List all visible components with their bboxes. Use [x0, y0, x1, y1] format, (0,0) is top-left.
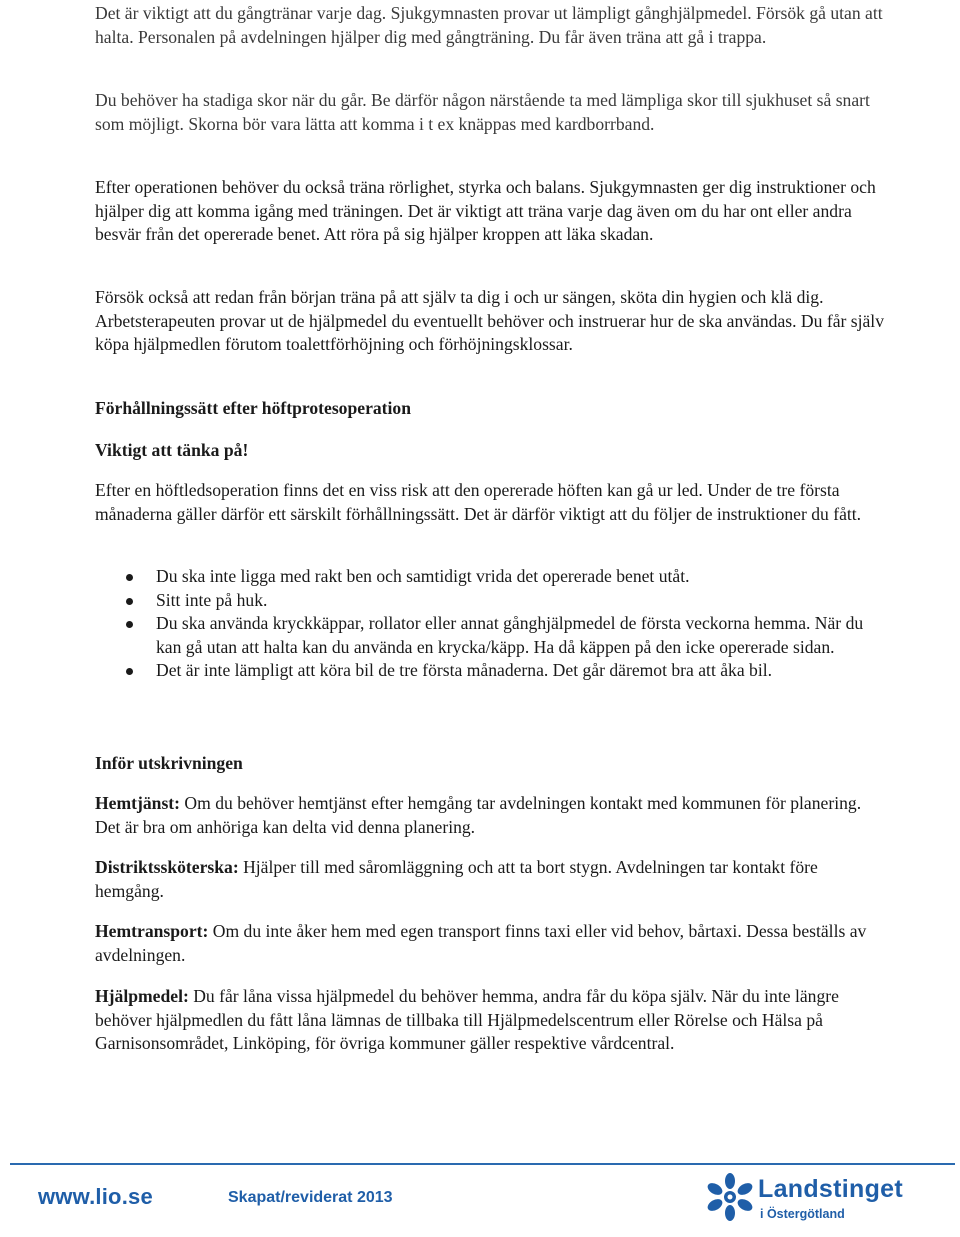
- list-item: Det är inte lämpligt att köra bil de tre första månaderna. Det går däremot bra att åka bil.: [95, 659, 885, 683]
- logo-subtitle: i Östergötland: [760, 1207, 845, 1221]
- heading-hip-precautions: Förhållningssätt efter höftprotesoperation: [95, 398, 412, 418]
- logo-wordmark: Landstinget: [758, 1175, 903, 1203]
- paragraph-home-care: Hemtjänst: Om du behöver hemtjänst efter hemgång tar avdelningen kontakt med kommunen för planering. Det är bra om anhöriga kan delta vid denna planering.: [95, 793, 862, 837]
- term-label: Hjälpmedel:: [95, 986, 189, 1006]
- heading-discharge: Inför utskrivningen: [95, 753, 243, 773]
- paragraph-self-care: Försök också att redan från början träna på att själv ta dig i och ur sängen, sköta din hygien och klä dig. Arbetsterapeuten provar ut de hjälpmedel du eventuellt behöver och instruerar hur de ska användas. Du får själv köpa hjälpmedlen förutom toalettförhöjning och förhöjningsklossar.: [95, 287, 884, 354]
- heading-important: Viktigt att tänka på!: [95, 440, 249, 460]
- footer-website-link[interactable]: www.lio.se: [38, 1184, 153, 1209]
- paragraph-district-nurse: Distriktssköterska: Hjälper till med såromläggning och att ta bort stygn. Avdelningen tar kontakt före hemgång.: [95, 857, 818, 901]
- precautions-list: [95, 565, 885, 683]
- paragraph-transport: Hemtransport: Om du inte åker hem med egen transport finns taxi eller vid behov, bårtaxi. Dessa beställs av avdelningen.: [95, 921, 867, 965]
- paragraph-dislocation-risk: Efter en höftledsoperation finns det en viss risk att den opererade höften kan gå ur led. Under de tre första månaderna gäller därför ett särskilt förhållningssätt. Det är därför viktigt att du följer de instruktioner du fått.: [95, 480, 862, 524]
- list-item: Du ska använda kryckkäppar, rollator eller annat gånghjälpmedel de första veckorna hemma. När du kan gå utan att halta kan du använda en krycka/käpp. Ha då käppen på den icke opererade sidan.: [95, 612, 885, 659]
- bullet-icon: [126, 621, 133, 628]
- list-item: Du ska inte ligga med rakt ben och samtidigt vrida det opererade benet utåt.: [95, 565, 885, 589]
- list-item: Sitt inte på huk.: [95, 589, 885, 613]
- landstinget-emblem-icon: [706, 1172, 754, 1222]
- paragraph-gait-training: Det är viktigt att du gångtränar varje dag. Sjukgymnasten provar ut lämpligt gånghjälpmedel. Försök gå utan att halta. Personalen på avdelningen hjälper dig med gångträning. Du får även träna att gå i trappa.: [95, 3, 883, 47]
- bullet-icon: [126, 574, 133, 581]
- term-label: Hemtjänst:: [95, 793, 181, 813]
- bullet-icon: [126, 668, 133, 675]
- paragraph-shoes: Du behöver ha stadiga skor när du går. Be därför någon närstående ta med lämpliga skor till sjukhuset så snart som möjligt. Skorna bör vara lätta att komma i t ex knäppas med kardborrband.: [95, 90, 870, 134]
- paragraph-aids: Hjälpmedel: Du får låna vissa hjälpmedel du behöver hemma, andra får du köpa själv. När du inte längre behöver hjälpmedlen du fått låna lämnas de tillbaka till Hjälpmedelscentrum eller Rörelse och Hälsa på Garnisonsområdet, Linköping, för övriga kommuner gäller respektive vårdcentral.: [95, 986, 839, 1053]
- footer-divider: [10, 1163, 955, 1165]
- term-label: Hemtransport:: [95, 921, 209, 941]
- term-label: Distriktssköterska:: [95, 857, 239, 877]
- bullet-icon: [126, 598, 133, 605]
- footer-revision-date: Skapat/reviderat 2013: [228, 1189, 393, 1206]
- paragraph-exercise: Efter operationen behöver du också träna rörlighet, styrka och balans. Sjukgymnasten ger dig instruktioner och hjälper dig att komma igång med träningen. Det är viktigt att träna varje dag även om du har ont eller andra besvär från det opererade benet. Att röra på sig hjälper kroppen att läka skadan.: [95, 177, 876, 244]
